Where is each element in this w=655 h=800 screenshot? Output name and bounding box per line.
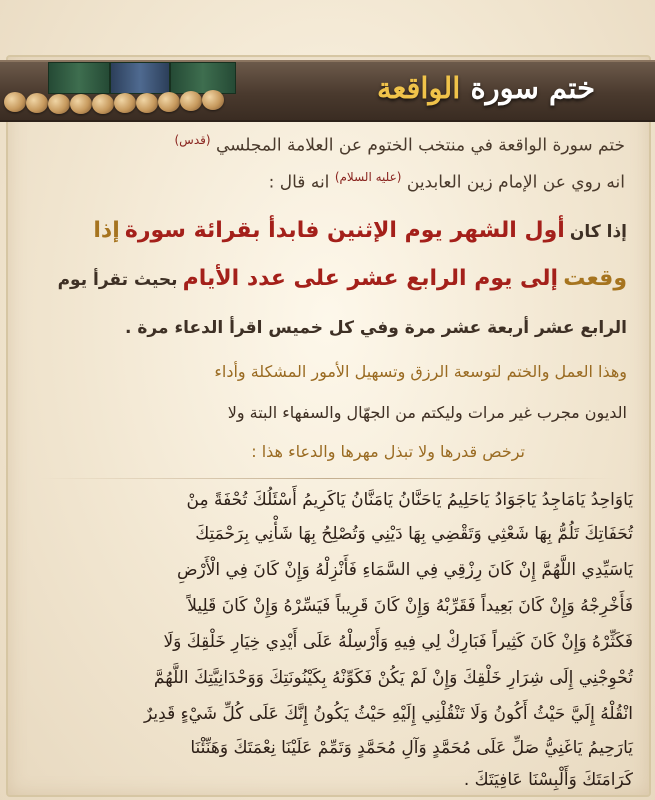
dua-line-6: تُحْوِجْنِي إِلَى شِرَارِ خَلْقِكَ وَإِنْ لَمْ يَكُنْ فَكَوِّنْهُ بِكَيْنُونَتِكَ وَوَحْدَانِيَّتِكَ اللَّهُمَّ [153, 668, 633, 688]
page-title [275, 64, 595, 112]
instruction-line-1 [93, 218, 627, 243]
honorific-qs: (قدس) [174, 133, 211, 147]
intro-line-2-text: انه روي عن الإمام زين العابدين [406, 172, 625, 193]
instruction-prefix: إذا كان [569, 222, 627, 242]
intro-line-2 [269, 170, 625, 193]
instruction-emphasis-3: وقعت [563, 266, 627, 291]
instruction-emphasis-2: إذا [93, 218, 120, 243]
dua-line-1: يَاوَاحِدُ يَامَاجِدُ يَاجَوَادُ يَاحَلِيمُ يَاحَنَّانُ يَامَنَّانُ يَاكَرِيمُ أَسْئَلُكَ تُحْفَةً مِنْ [186, 490, 633, 510]
dua-line-4: فَأَخْرِجْهُ وَإِنْ كَانَ بَعِيداً فَقَرِّبْهُ وَإِنْ كَانَ قَرِيباً فَيَسِّرْهُ وَإِنْ كَانَ قَلِيلاً [187, 596, 633, 616]
section-divider [40, 478, 615, 479]
instruction-line-2 [58, 266, 627, 291]
dua-line-5: فَكَثِّرْهُ وَإِنْ كَانَ كَثِيراً فَبَارِكْ لِي فِيهِ وَأَرْسِلْهُ عَلَى أَيْدِي خِيَارِ خَلْقِكَ وَلَا [163, 632, 633, 652]
instruction-suffix: بحيث تقرأ يوم [57, 270, 178, 290]
intro-line-2-end: انه قال : [268, 172, 330, 193]
prayer-beads-decoration [0, 88, 240, 116]
dua-line-2: تُحَفَاتِكَ تَلُمُّ بِهَا شَعْثِي وَتَقْضِي بِهَا دَيْنِي وَتُصْلِحُ بِهَا شَأْنِي بِرَحْمَتِكَ [195, 524, 633, 544]
notes-line-2: الديون مجرب غير مرات وليكتم من الجهّال والسفهاء البتة ولا [227, 403, 627, 422]
dua-line-8: يَارَحِيمُ يَاغَنِيُّ صَلِّ عَلَى مُحَمَّدٍ وَآلِ مُحَمَّدٍ وَتَمِّمْ عَلَيْنَا نِعْمَتَكَ وَهَنِّئْنَا [190, 738, 633, 758]
dua-line-3: يَاسَيِّدِي اللَّهُمَّ إِنْ كَانَ رِزْقِي فِي السَّمَاءِ فَأَنْزِلْهُ وَإِنْ كَانَ فِي الْأَرْضِ [176, 560, 633, 580]
title-text: ختم سورة [470, 71, 595, 105]
title-surah-name: الواقعة [376, 71, 461, 105]
intro-line-1-text: ختم سورة الواقعة في منتخب الختوم عن العلامة المجلسي [215, 135, 625, 156]
dua-line-9: كَرَامَتَكَ وَأَلْبِسْنَا عَافِيَتَكَ . [463, 770, 633, 790]
intro-line-1 [175, 133, 626, 156]
notes-line-3: ترخص قدرها ولا تبذل مهرها والدعاء هذا : [251, 442, 525, 461]
instruction-emphasis-4: إلى يوم الرابع عشر على عدد الأيام [182, 266, 559, 291]
honorific-as: (عليه السلام) [334, 170, 402, 184]
instruction-emphasis-1: أول الشهر يوم الإثنين فابدأ بقرائة سورة [124, 218, 565, 243]
instruction-line-3: الرابع عشر أربعة عشر مرة وفي كل خميس اقرأ الدعاء مرة . [125, 318, 627, 338]
notes-line-1: وهذا العمل والختم لتوسعة الرزق وتسهيل الأمور المشكلة وأداء [214, 362, 627, 381]
dua-line-7: انْقُلْهُ إِلَيَّ حَيْثُ أَكُونُ وَلَا تَنْقُلْنِي إِلَيْهِ حَيْثُ يَكُونُ إِنَّكَ عَلَى كُلِّ شَيْءٍ قَدِيرٌ [144, 704, 633, 724]
